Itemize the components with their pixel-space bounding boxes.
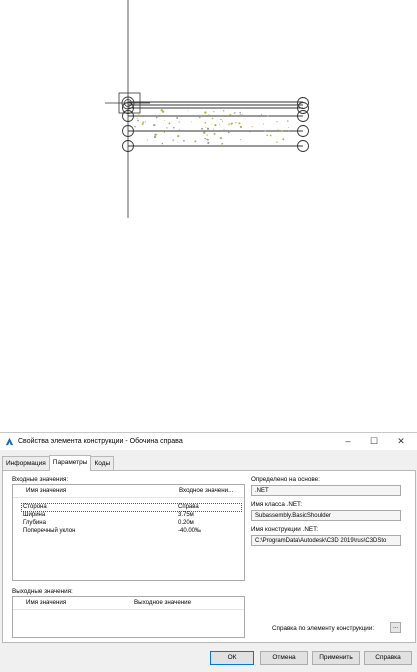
hatch-dot bbox=[138, 114, 140, 116]
hatch-dot bbox=[234, 113, 235, 114]
hatch-dot bbox=[220, 119, 221, 120]
subassembly-help-button[interactable]: ... bbox=[390, 622, 401, 633]
hatch-dot bbox=[203, 132, 205, 134]
hatch-dot bbox=[177, 142, 178, 143]
hatch-dot bbox=[194, 140, 196, 142]
hatch-dot bbox=[156, 134, 158, 136]
input-values-label: Входные значения: bbox=[12, 476, 69, 483]
tab-information[interactable]: Информация bbox=[2, 456, 50, 471]
hatch-dot bbox=[263, 124, 264, 125]
hatch-dot bbox=[276, 141, 277, 142]
hatch-dot bbox=[229, 123, 230, 124]
hatch-dot bbox=[208, 115, 210, 117]
hatch-dot bbox=[191, 121, 192, 122]
hatch-dot bbox=[134, 126, 136, 128]
hatch-dot bbox=[207, 134, 208, 135]
table-row[interactable] bbox=[22, 520, 241, 527]
hatch-dot bbox=[214, 133, 216, 135]
param-value[interactable]: -40.00‰ bbox=[178, 528, 202, 534]
hatch-dot bbox=[281, 130, 283, 132]
param-name: Поперечный уклон bbox=[23, 528, 76, 534]
param-value[interactable]: 0.20м bbox=[178, 520, 194, 526]
hatch-dot bbox=[143, 121, 144, 122]
assembly-name-field: C:\ProgramData\Autodesk\C3D 2019\rus\C3DSto bbox=[251, 535, 401, 546]
column-header-name[interactable]: Имя значения bbox=[26, 487, 67, 494]
param-value[interactable]: 3.75м bbox=[178, 512, 194, 518]
cancel-button[interactable]: Отмена bbox=[260, 651, 308, 665]
hatch-dot bbox=[213, 129, 214, 130]
hatch-dot bbox=[162, 143, 164, 145]
hatch-dot bbox=[270, 135, 272, 137]
dialog-title: Свойства элемента конструкции - Обочина справа bbox=[18, 438, 183, 445]
hatch-dot bbox=[207, 128, 209, 130]
hatch-dot bbox=[213, 111, 214, 112]
hatch-dot bbox=[288, 127, 289, 128]
ok-button[interactable]: ОК bbox=[210, 651, 254, 665]
subassembly-help-label: Справка по элементу конструкции: bbox=[272, 625, 375, 632]
param-name: Сторона bbox=[23, 504, 47, 510]
hatch-dot bbox=[222, 121, 223, 122]
hatch-dot bbox=[179, 121, 180, 122]
hatch-dot bbox=[204, 111, 206, 113]
hatch-dot bbox=[145, 122, 146, 123]
hatch-dot bbox=[266, 134, 268, 136]
hatch-dot bbox=[199, 117, 200, 118]
hatch-dot bbox=[228, 132, 230, 134]
hatch-dot bbox=[164, 132, 165, 133]
hatch-dot bbox=[147, 140, 148, 141]
hatch-dot bbox=[214, 124, 216, 126]
param-name: Глубина bbox=[23, 520, 46, 526]
tab-codes[interactable]: Коды bbox=[90, 456, 114, 471]
defined-by-label: Определено на основе: bbox=[251, 476, 320, 483]
hatch-dot bbox=[239, 112, 241, 114]
column-header-name[interactable]: Имя значения bbox=[26, 599, 67, 606]
class-name-label: Имя класса .NET: bbox=[251, 501, 302, 508]
assembly-name-label: Имя конструкции .NET: bbox=[251, 526, 318, 533]
hatch-dot bbox=[142, 123, 144, 125]
hatch-dot bbox=[223, 110, 224, 111]
hatch-dot bbox=[242, 115, 244, 117]
hatch-dot bbox=[282, 138, 284, 140]
hatch-dot bbox=[211, 124, 212, 125]
hatch-dot bbox=[207, 142, 209, 144]
minimize-icon[interactable]: – bbox=[345, 436, 351, 446]
hatch-dot bbox=[229, 114, 231, 116]
hatch-dot bbox=[137, 120, 139, 122]
hatch-dot bbox=[287, 120, 289, 122]
hatch-dot bbox=[249, 131, 250, 132]
hatch-dot bbox=[173, 127, 175, 129]
hatch-dot bbox=[219, 124, 220, 125]
hatch-dot bbox=[267, 115, 268, 116]
fill-hatch bbox=[134, 109, 289, 145]
table-row[interactable] bbox=[22, 504, 241, 511]
hatch-dot bbox=[154, 136, 156, 138]
class-name-field: Subassembly.BasicShoulder bbox=[251, 510, 401, 521]
table-row[interactable] bbox=[22, 512, 241, 519]
param-value[interactable]: Справа bbox=[178, 504, 199, 510]
hatch-dot bbox=[161, 109, 163, 111]
table-row[interactable] bbox=[22, 528, 241, 535]
hatch-dot bbox=[240, 126, 242, 128]
list-header bbox=[13, 597, 244, 610]
hatch-dot bbox=[172, 139, 174, 141]
column-header-value[interactable]: Входное значени... bbox=[179, 487, 234, 494]
column-header-value[interactable]: Выходное значение bbox=[134, 599, 192, 606]
hatch-dot bbox=[153, 124, 155, 126]
hatch-dot bbox=[228, 125, 229, 126]
hatch-dot bbox=[183, 140, 185, 142]
hatch-dot bbox=[168, 122, 170, 124]
hatch-dot bbox=[205, 127, 206, 128]
hatch-dot bbox=[239, 114, 241, 116]
point-marker bbox=[298, 98, 309, 109]
tab-strip bbox=[2, 456, 113, 470]
hatch-dot bbox=[204, 138, 206, 140]
hatch-dot bbox=[264, 130, 266, 132]
hatch-dot bbox=[235, 122, 236, 123]
defined-by-field: .NET bbox=[251, 485, 401, 496]
subassembly-properties-dialog bbox=[0, 432, 417, 672]
input-values-list[interactable] bbox=[12, 484, 245, 581]
title-bar[interactable] bbox=[0, 433, 417, 450]
hatch-dot bbox=[187, 110, 188, 111]
hatch-dot bbox=[238, 122, 240, 124]
param-name: Ширина bbox=[23, 512, 46, 518]
maximize-icon[interactable]: ☐ bbox=[369, 436, 379, 446]
hatch-dot bbox=[204, 122, 206, 124]
hatch-dot bbox=[232, 123, 233, 124]
hatch-dot bbox=[201, 128, 203, 130]
hatch-dot bbox=[156, 117, 158, 119]
hatch-dot bbox=[206, 139, 208, 141]
hatch-dot bbox=[176, 117, 178, 119]
hatch-dot bbox=[221, 143, 223, 145]
list-header bbox=[13, 485, 244, 498]
hatch-dot bbox=[288, 130, 289, 131]
output-values-list[interactable] bbox=[12, 596, 245, 638]
help-button[interactable]: Справка bbox=[364, 651, 412, 665]
hatch-dot bbox=[277, 121, 278, 122]
hatch-dot bbox=[278, 129, 279, 130]
hatch-dot bbox=[137, 118, 138, 119]
apply-button[interactable]: Применить bbox=[312, 651, 360, 665]
hatch-dot bbox=[166, 127, 167, 128]
hatch-dot bbox=[261, 114, 262, 115]
hatch-dot bbox=[164, 120, 165, 121]
output-values-label: Выходные значения: bbox=[12, 588, 73, 595]
civil3d-app-icon bbox=[5, 437, 14, 446]
hatch-dot bbox=[224, 129, 225, 130]
hatch-dot bbox=[220, 137, 222, 139]
hatch-dot bbox=[212, 118, 213, 119]
hatch-dot bbox=[240, 139, 241, 140]
hatch-dot bbox=[177, 135, 179, 137]
close-icon[interactable]: ✕ bbox=[397, 436, 405, 446]
tab-parameters[interactable]: Параметры bbox=[49, 455, 92, 471]
hatch-dot bbox=[179, 129, 180, 130]
hatch-dot bbox=[252, 126, 253, 127]
